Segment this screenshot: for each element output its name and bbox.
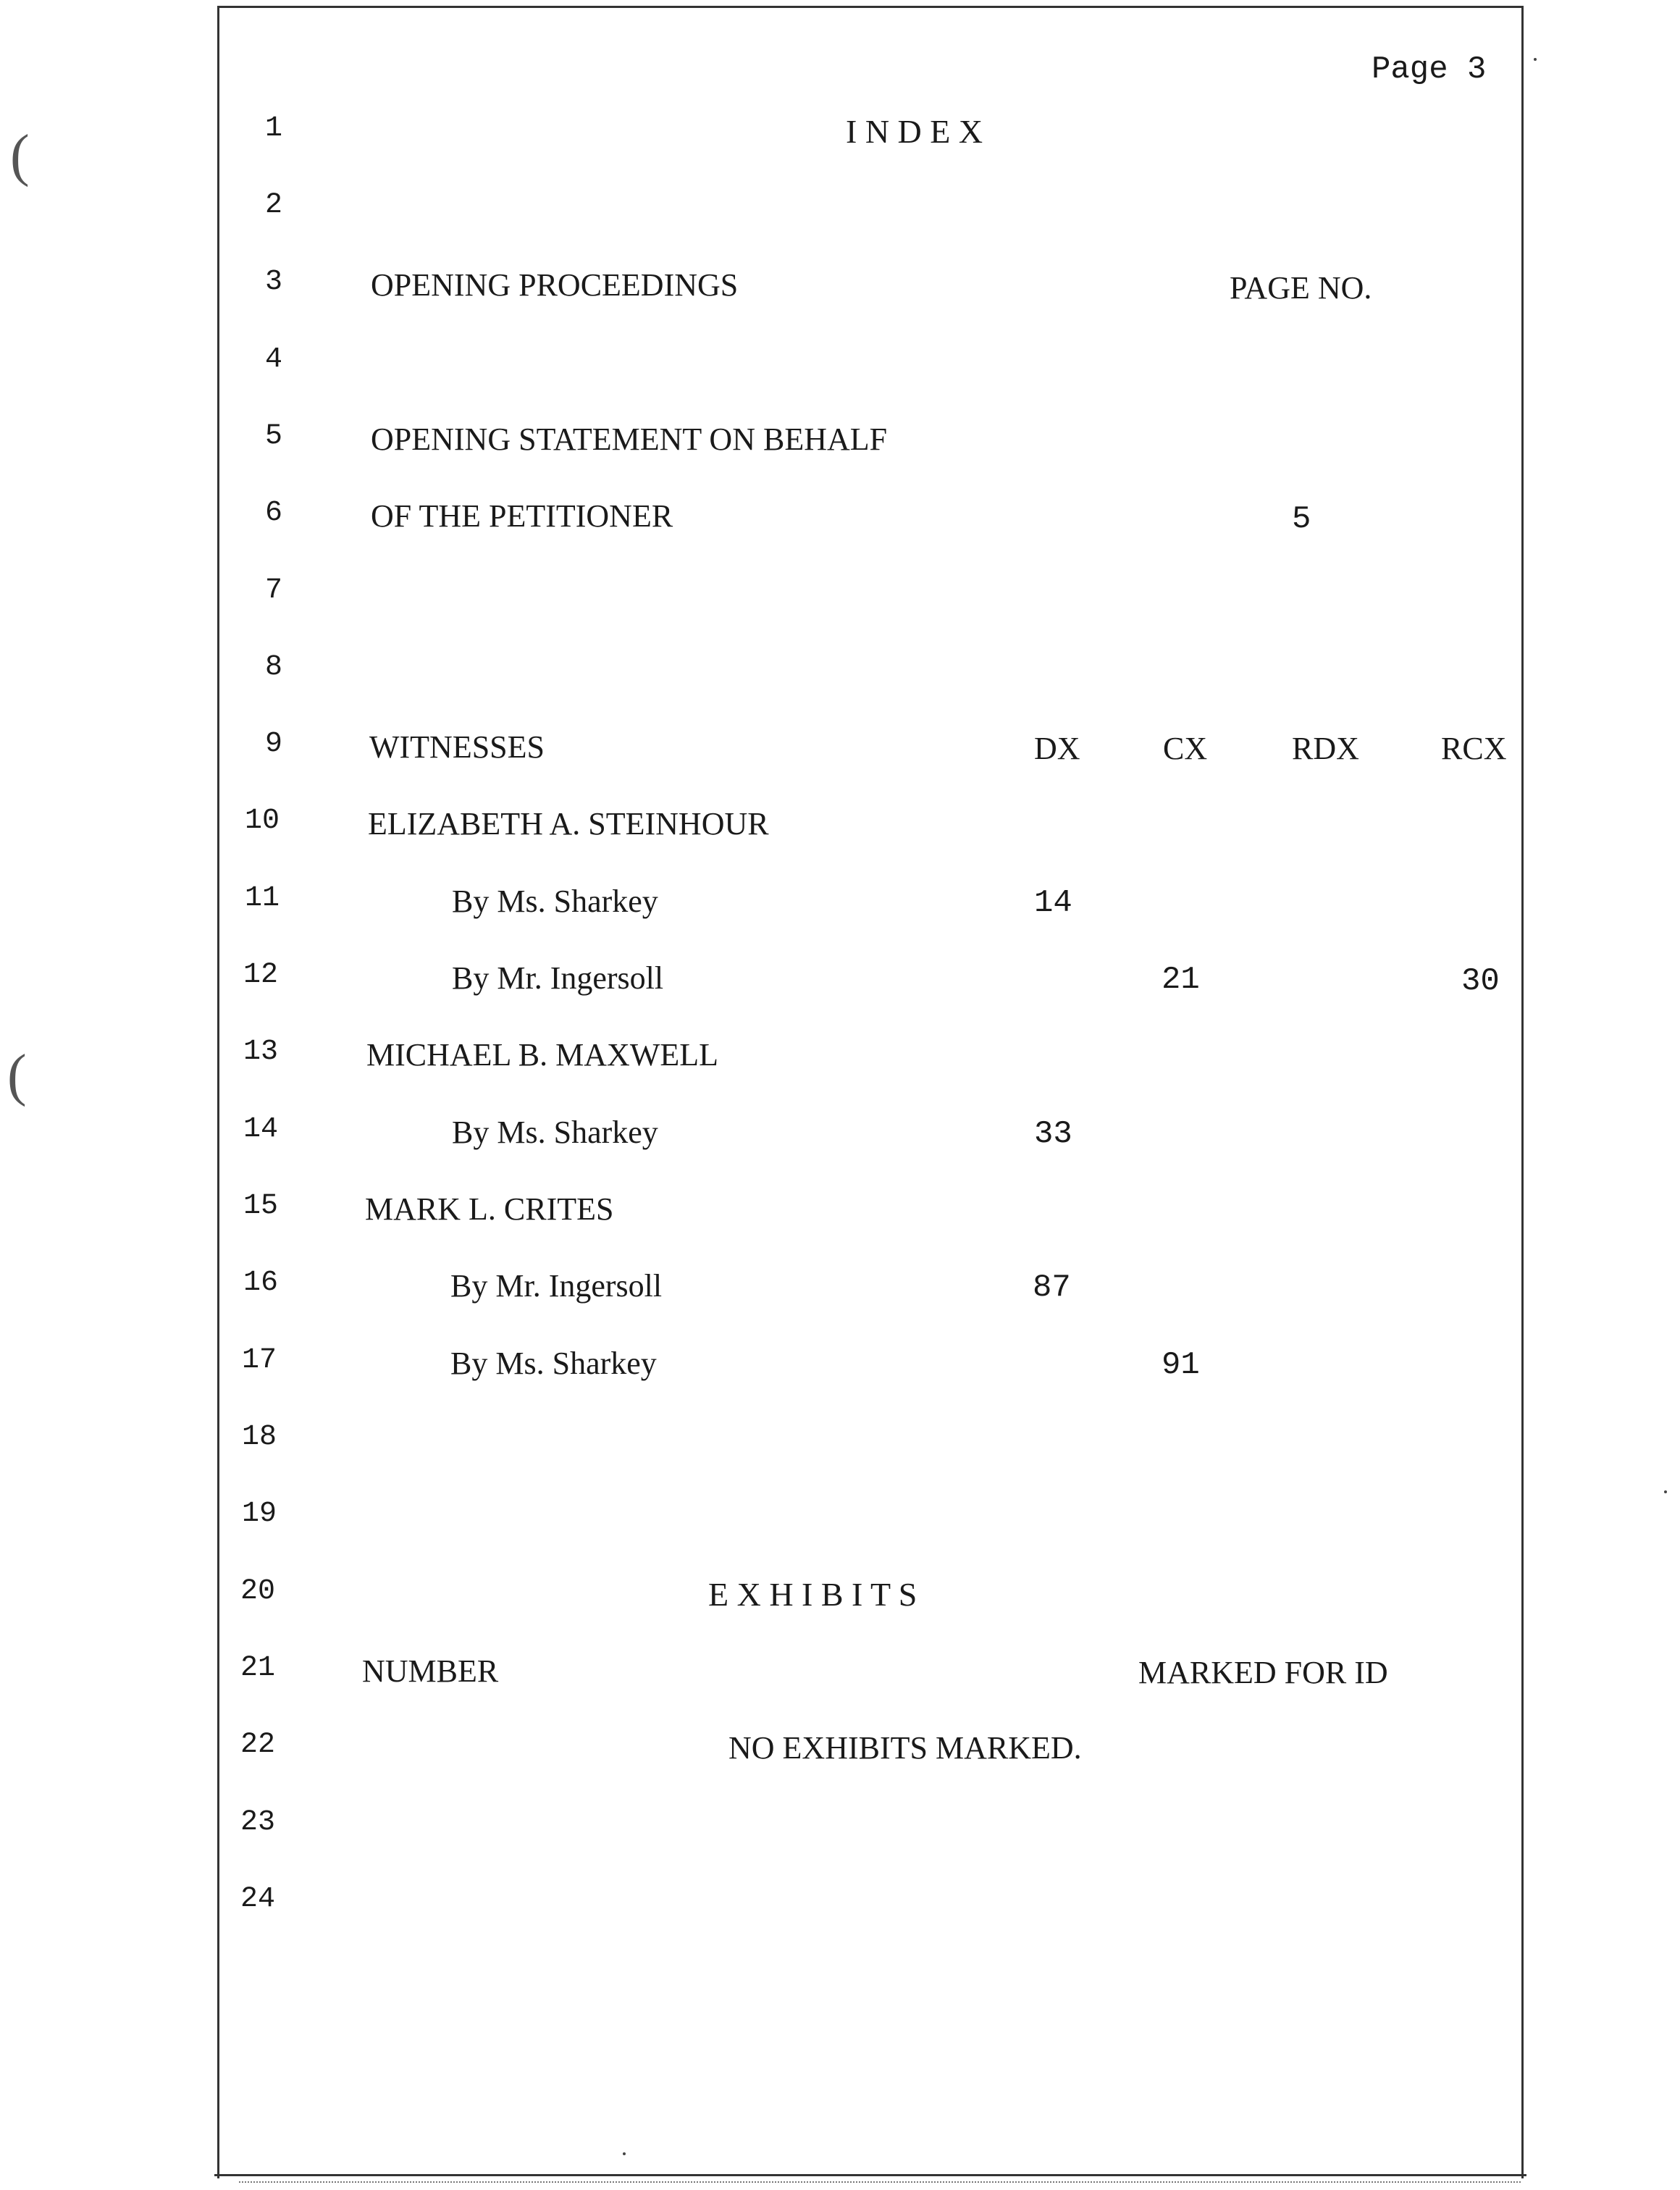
index-title: I N D E X — [846, 113, 983, 150]
line-number: 2 — [264, 189, 282, 222]
opening-statement-line1: OPENING STATEMENT ON BEHALF — [371, 421, 888, 457]
column-cx: CX — [1163, 731, 1208, 766]
column-rdx: RDX — [1292, 731, 1359, 766]
page-label: Page 3 — [1372, 51, 1487, 88]
examiner: By Ms. Sharkey — [450, 1346, 657, 1381]
line-number: 13 — [243, 1036, 278, 1068]
witnesses-heading: WITNESSES — [369, 729, 545, 765]
bottom-scan-rule — [239, 2181, 1521, 2183]
examiner: By Mr. Ingersoll — [452, 960, 664, 996]
bottom-border — [214, 2174, 1526, 2176]
line-number: 21 — [240, 1652, 275, 1685]
column-dx: DX — [1034, 731, 1080, 766]
opening-statement-page: 5 — [1292, 501, 1311, 537]
line-number: 9 — [264, 728, 282, 760]
opening-proceedings-heading: OPENING PROCEEDINGS — [371, 267, 739, 303]
line-number: 4 — [264, 343, 282, 376]
cx-page: 21 — [1162, 962, 1200, 998]
line-number: 5 — [264, 420, 282, 453]
examiner: By Ms. Sharkey — [452, 1115, 658, 1150]
exhibits-marked-label: MARKED FOR ID — [1138, 1655, 1388, 1690]
line-number: 6 — [264, 497, 282, 529]
line-number: 1 — [264, 112, 282, 145]
scan-speck — [1664, 1490, 1667, 1493]
line-number: 12 — [243, 959, 278, 991]
examiner: By Ms. Sharkey — [452, 884, 658, 919]
cx-page: 91 — [1162, 1347, 1200, 1383]
line-number: 3 — [264, 266, 282, 298]
opening-statement-line2: OF THE PETITIONER — [371, 498, 673, 534]
dx-page: 87 — [1033, 1270, 1071, 1306]
line-number: 15 — [243, 1190, 278, 1222]
exhibits-title: E X H I B I T S — [708, 1576, 917, 1613]
examiner: By Mr. Ingersoll — [450, 1268, 663, 1304]
line-number: 17 — [241, 1344, 277, 1377]
witness-name: MARK L. CRITES — [365, 1191, 614, 1227]
witness-name: ELIZABETH A. STEINHOUR — [368, 806, 769, 842]
line-number: 11 — [244, 882, 280, 915]
dx-page: 14 — [1034, 885, 1072, 921]
margin-mark: ( — [10, 124, 30, 188]
line-number: 24 — [240, 1883, 275, 1916]
line-number: 7 — [264, 574, 282, 607]
line-number: 23 — [240, 1806, 275, 1839]
scan-speck — [623, 2152, 626, 2155]
line-number: 10 — [244, 805, 280, 837]
line-number: 16 — [243, 1267, 278, 1299]
dx-page: 33 — [1034, 1116, 1072, 1152]
exhibits-number-label: NUMBER — [362, 1653, 499, 1689]
line-number: 20 — [240, 1575, 275, 1608]
no-exhibits-text: NO EXHIBITS MARKED. — [728, 1730, 1082, 1766]
line-number: 22 — [240, 1729, 275, 1761]
line-number: 8 — [264, 651, 282, 684]
line-number: 14 — [243, 1113, 278, 1146]
scan-speck — [1534, 58, 1537, 61]
witness-name: MICHAEL B. MAXWELL — [366, 1037, 718, 1073]
line-number: 19 — [241, 1498, 277, 1530]
column-rcx: RCX — [1441, 731, 1507, 766]
line-number: 18 — [241, 1421, 277, 1453]
rcx-page: 30 — [1461, 963, 1500, 999]
margin-mark: ( — [7, 1044, 27, 1107]
page-frame — [217, 6, 1524, 2178]
page-no-label: PAGE NO. — [1230, 270, 1372, 306]
